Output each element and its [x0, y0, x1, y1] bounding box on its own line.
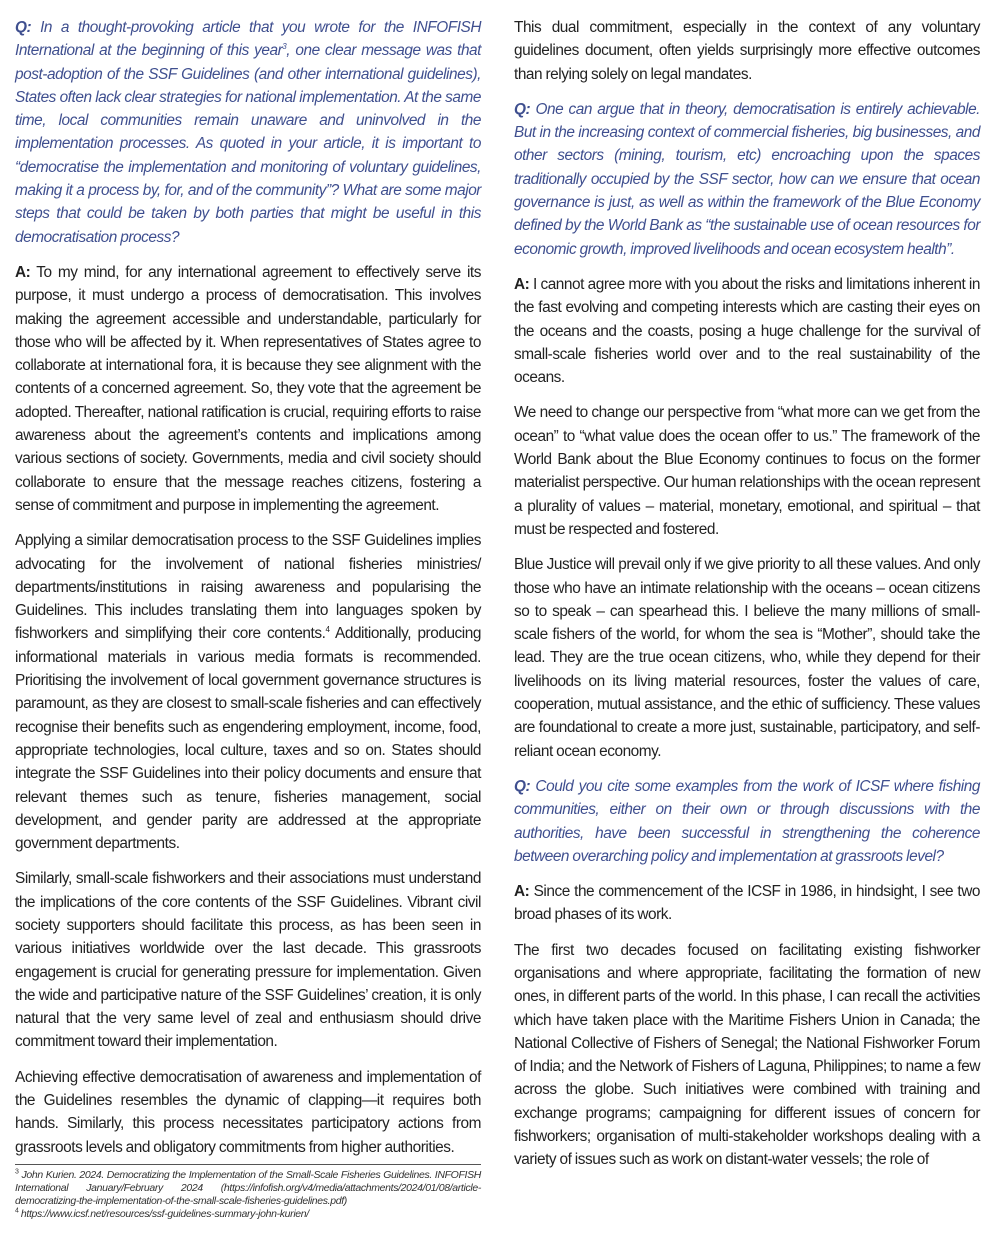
question-3-text: Could you cite some examples from the work of ICSF where fishing communities, either on their own or through discussions with the authorities, have been successful in strengthening the coherence between overarching policy and implementation at grassroots level? [514, 777, 980, 865]
answer-label: A: [514, 275, 530, 293]
footnote-ref-3[interactable]: 3 [282, 42, 287, 52]
question-label: Q: [514, 100, 531, 118]
answer-2-text: I cannot agree more with you about the risks and limitations inherent in the fast evolving and competing interests which are casting their eyes on the oceans and the coasts, posing a huge challenge for the survival of small-scale fisheries world over and to the real sustainability of the oceans. [514, 275, 980, 387]
answer-3 [514, 880, 980, 927]
paragraph-guidelines [15, 529, 481, 855]
question-1 [15, 16, 481, 249]
right-column [514, 16, 980, 1241]
paragraph-guidelines-part2: Additionally, producing informational materials in various media formats is recommended. Prioritising the involvement of local government governance structures is paramount, as they are closest to small-scale fisheries and can effectively recognise their benefits such as engendering employment, income, food, appropriate technologies, local culture, taxes and so on. States should integrate the SSF Guidelines into their policy documents and ensure that relevant themes such as tenure, fisheries management, social development, and gender parity are addressed at the appropriate government departments. [15, 625, 481, 853]
question-2-text: One can argue that in theory, democratisation is entirely achievable. But in the increasing context of commercial fisheries, big businesses, and other sectors (mining, tourism, etc) encroaching upon the spaces traditionally occupied by the SSF sector, how can we ensure that ocean governance is just, as well as within the framework of the Blue Economy defined by the World Bank as “the sustainable use of ocean resources for economic growth, improved livelihoods and ocean ecosystem health”. [514, 100, 981, 258]
footnote-3-number: 3 [15, 1168, 19, 1176]
question-1-text-part1: In a thought-provoking article that you wrote for the INFOFISH International at the beginning of this year [15, 19, 481, 60]
footnotes [15, 1164, 481, 1221]
footnote-4-link[interactable]: https://www.icsf.net/resources/ssf-guidelines-summary-john-kurien/ [20, 1208, 309, 1220]
question-2 [514, 98, 980, 261]
paragraph-dual-commitment: This dual commitment, especially in the context of any voluntary guidelines document, often yields surprisingly more effective outcomes than relying solely on legal mandates. [514, 19, 980, 83]
footnote-3-text[interactable]: John Kurien. 2024. Democratizing the Implementation of the Small-Scale Fisheries Guidelines. INFOFISH International January/February 2024 (https://infofish.org/v4/media/attachments/2024/01/08/article-democratizing-the-implementation-of-the-small-scale-fisheries-guidelines.pdf) [15, 1169, 481, 1207]
answer-label: A: [514, 883, 530, 901]
paragraph-first-two-decades: The first two decades focused on facilitating existing fishworker organisations and where appropriate, facilitating the formation of new ones, in different parts of the world. In this phase, I can recall the activities which have taken place with the Maritime Fishers Union in Canada; the National Collective of Fishers of Senegal; the National Fishworker Forum of India; and the Network of Fishers of Laguna, Philippines; to name a few across the globe. Such initiatives were combined with training and exchange programs; campaigning for different issues of concern for fishworkers; organisation of multi-stakeholder workshops dealing with a variety of issues such as work on distant-water vessels; the role of [514, 941, 980, 1169]
question-1-text-part2: , one clear message was that post-adoption of the SSF Guidelines (and other international guidelines), States often lack clear strategies for national implementation. At the same time, local communities remain unaware and uninvolved in the implementation processes. As quoted in your article, it is important to “democratise the implementation and monitoring of voluntary guidelines, making it a process by, for, and of the community”? What are some major steps that could be taken by both parties that might be useful in this democratisation process? [15, 42, 481, 246]
footnote-3 [15, 1169, 481, 1208]
footnote-ref-4[interactable]: 4 [325, 625, 330, 635]
left-column [15, 16, 481, 1241]
footnote-4-number: 4 [15, 1207, 19, 1215]
paragraph-clapping: Achieving effective democratisation of awareness and implementation of the Guidelines resembles the dynamic of clapping—it requires both hands. Similarly, this process necessitates participatory actions from grassroots levels and obligatory commitments from higher authorities. [15, 1068, 481, 1156]
paragraph-blue-justice: Blue Justice will prevail only if we give priority to all these values. And only those who have an intimate relationship with the oceans – ocean citizens so to speak – can spearhead this. I believe the many millions of small-scale fishers of the world, for whom the sea is “Mother”, should take the lead. They are the true ocean citizens, who, while they depend for their livelihoods on its living material resources, foster the values of care, cooperation, mutual assistance, and the ethic of sufficiency. These values are foundational to create a more just, sustainable, participatory, and self-reliant ocean economy. [514, 556, 980, 760]
paragraph-guidelines-part1: Applying a similar democratisation process to the SSF Guidelines implies advocating for the involvement of national fisheries ministries/ departments/institutions in raising awareness and popularising the Guidelines. This includes translating them into languages spoken by fishworkers and simplifying their core contents. [15, 532, 481, 643]
paragraph-fishworkers: Similarly, small-scale fishworkers and their associations must understand the implications of the core contents of the SSF Guidelines. Vibrant civil society supporters should facilitate this process, as has been seen in various initiatives worldwide over the last decade. This grassroots engagement is crucial for generating pressure for implementation. Given the wide and participative nature of the SSF Guidelines’ creation, it is only natural that the very same level of zeal and enthusiasm should drive commitment toward their implementation. [15, 870, 481, 1051]
answer-1-text: To my mind, for any international agreement to effectively serve its purpose, it must undergo a process of democratisation. This involves making the agreement accessible and understandable, particularly for those who will be affected by it. When representatives of States agree to collaborate at international fora, it is because they see alignment with the contents of a concerned agreement. So, they vote that the agreement be adopted. Thereafter, national ratification is crucial, requiring efforts to raise awareness about the agreement’s contents and implications among various sections of society. Governments, media and civil society should collaborate to ensure that the message reaches citizens, fostering a sense of commitment and purpose in implementing the agreement. [15, 263, 481, 514]
answer-2 [514, 273, 980, 389]
question-label: Q: [514, 777, 531, 795]
question-label: Q: [15, 19, 32, 36]
footnote-4 [15, 1208, 481, 1221]
answer-label: A: [15, 263, 31, 281]
answer-3-text: Since the commencement of the ICSF in 1986, in hindsight, I see two broad phases of its work. [514, 883, 980, 924]
paragraph-perspective: We need to change our perspective from “what more can we get from the ocean” to “what value does the ocean offer to us.” The framework of the World Bank about the Blue Economy continues to focus on the former materialist perspective. Our human relationships with the ocean represent a plurality of values – material, monetary, emotional, and spiritual – that must be respected and fostered. [514, 404, 980, 538]
question-3 [514, 775, 980, 868]
answer-1 [15, 261, 481, 517]
